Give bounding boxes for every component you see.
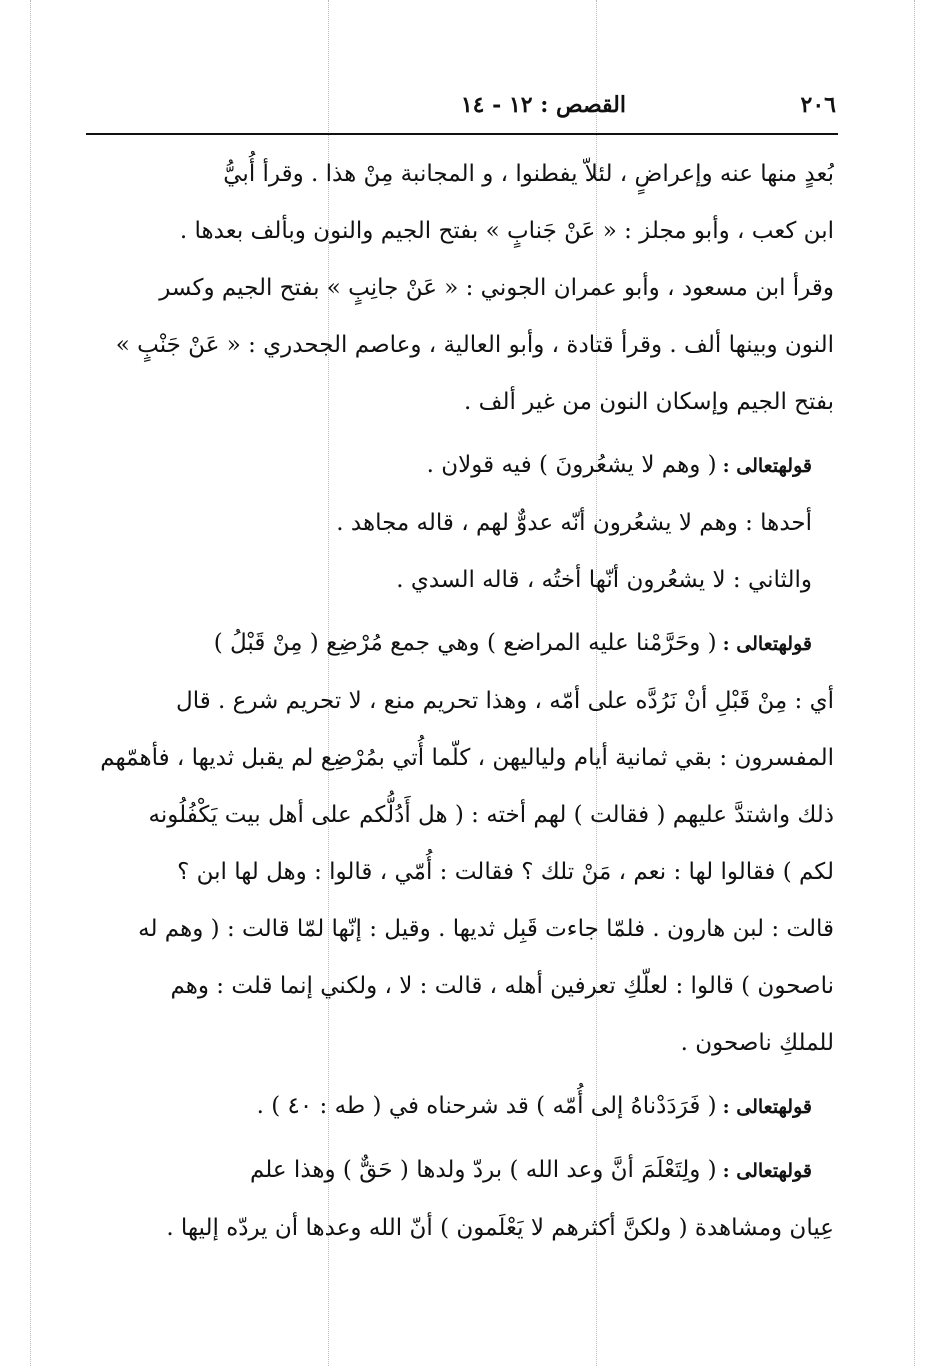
text-line: وقرأ ابن مسعود ، وأبو عمران الجوني : « عَنْ جانِبٍ » بفتح الجيم وكسر (159, 275, 834, 301)
verse-text: ( وحَرَّمْنا عليه المراضع ) وهي جمع مُرْضِع ( مِنْ قَبْلُ ) (213, 630, 717, 656)
commentary-paragraph (92, 437, 834, 495)
verse-marker: قولهتعالى : (722, 633, 812, 655)
running-title: القصص : ١٢ - ١٤ (460, 92, 626, 118)
text-line: أي : مِنْ قَبْلِ أنْ نَرُدَّه على أمّه ، وهذا تحريم منع ، لا تحريم شرع . قال (176, 688, 834, 714)
verse-marker: قولهتعالى : (722, 1160, 812, 1182)
text-line: ابن كعب ، وأبو مجلز : « عَنْ جَنابٍ » بفتح الجيم والنون وبألف بعدها . (179, 218, 834, 244)
scan-guide-line (30, 0, 31, 1366)
text-line: والثاني : لا يشعُرون أنّها أختُه ، قاله السدي . (396, 567, 812, 593)
commentary-paragraph (92, 615, 834, 673)
text-line: بُعدٍ منها عنه وإعراضٍ ، لئلاّ يفطنوا ، و المجانبة مِنْ هذا . وقرأ أُبيُّ (223, 161, 834, 187)
verse-text: ( فَرَدَدْناهُ إلى أُمّه ) قد شرحناه في ( طه : ٤٠ ) . (256, 1093, 717, 1119)
text-line: بفتح الجيم وإسكان النون من غير ألف . (464, 389, 834, 415)
text-line: المفسرون : بقي ثمانية أيام ولياليهن ، كلّما أُتي بمُرْضِع لم يقبل ثديها ، فأهمّهم (100, 745, 834, 771)
commentary-paragraph (92, 1142, 834, 1200)
text-line: ناصحون ) قالوا : لعلّكِ تعرفين أهله ، قالت : لا ، ولكني إنما قلت : وهم (170, 973, 834, 999)
verse-marker: قولهتعالى : (722, 1096, 812, 1118)
text-line: النون وبينها ألف . وقرأ قتادة ، وأبو العالية ، وعاصم الجحدري : « عَنْ جَنْبٍ » (115, 332, 834, 358)
scan-guide-line (914, 0, 915, 1366)
verse-marker: قولهتعالى : (722, 455, 812, 477)
text-line: عِيان ومشاهدة ( ولكنَّ أكثرهم لا يَعْلَمون ) أنّ الله وعدها أن يردّه إليها . (166, 1215, 834, 1241)
page-header (88, 88, 836, 128)
header-rule (86, 133, 838, 135)
text-line: ذلك واشتدَّ عليهم ( فقالت ) لهم أخته : ( هل أَدُلُّكم على أهل بيت يَكْفُلُونه (148, 802, 834, 828)
page-body (92, 146, 834, 1257)
text-line: أحدها : وهم لا يشعُرون أنّه عدوٌّ لهم ، قاله مجاهد . (336, 510, 812, 536)
text-line: قالت : لبن هارون . فلمّا جاءت قَبِل ثديها . وقيل : إنّها لمّا قالت : ( وهم له (138, 916, 834, 942)
verse-text: ( ولِتَعْلَمَ أنَّ وعد الله ) بردّ ولدها ( حَقٌّ ) وهذا علم (249, 1157, 717, 1183)
text-line: للملكِ ناصحون . (680, 1030, 834, 1056)
text-line: لكم ) فقالوا لها : نعم ، مَنْ تلك ؟ فقالت : أُمّي ، قالوا : وهل لها ابن ؟ (177, 859, 834, 885)
commentary-paragraph (92, 1078, 834, 1136)
verse-text: ( وهم لا يشعُرونَ ) فيه قولان . (426, 452, 717, 478)
page-number: ٢٠٦ (800, 92, 836, 118)
